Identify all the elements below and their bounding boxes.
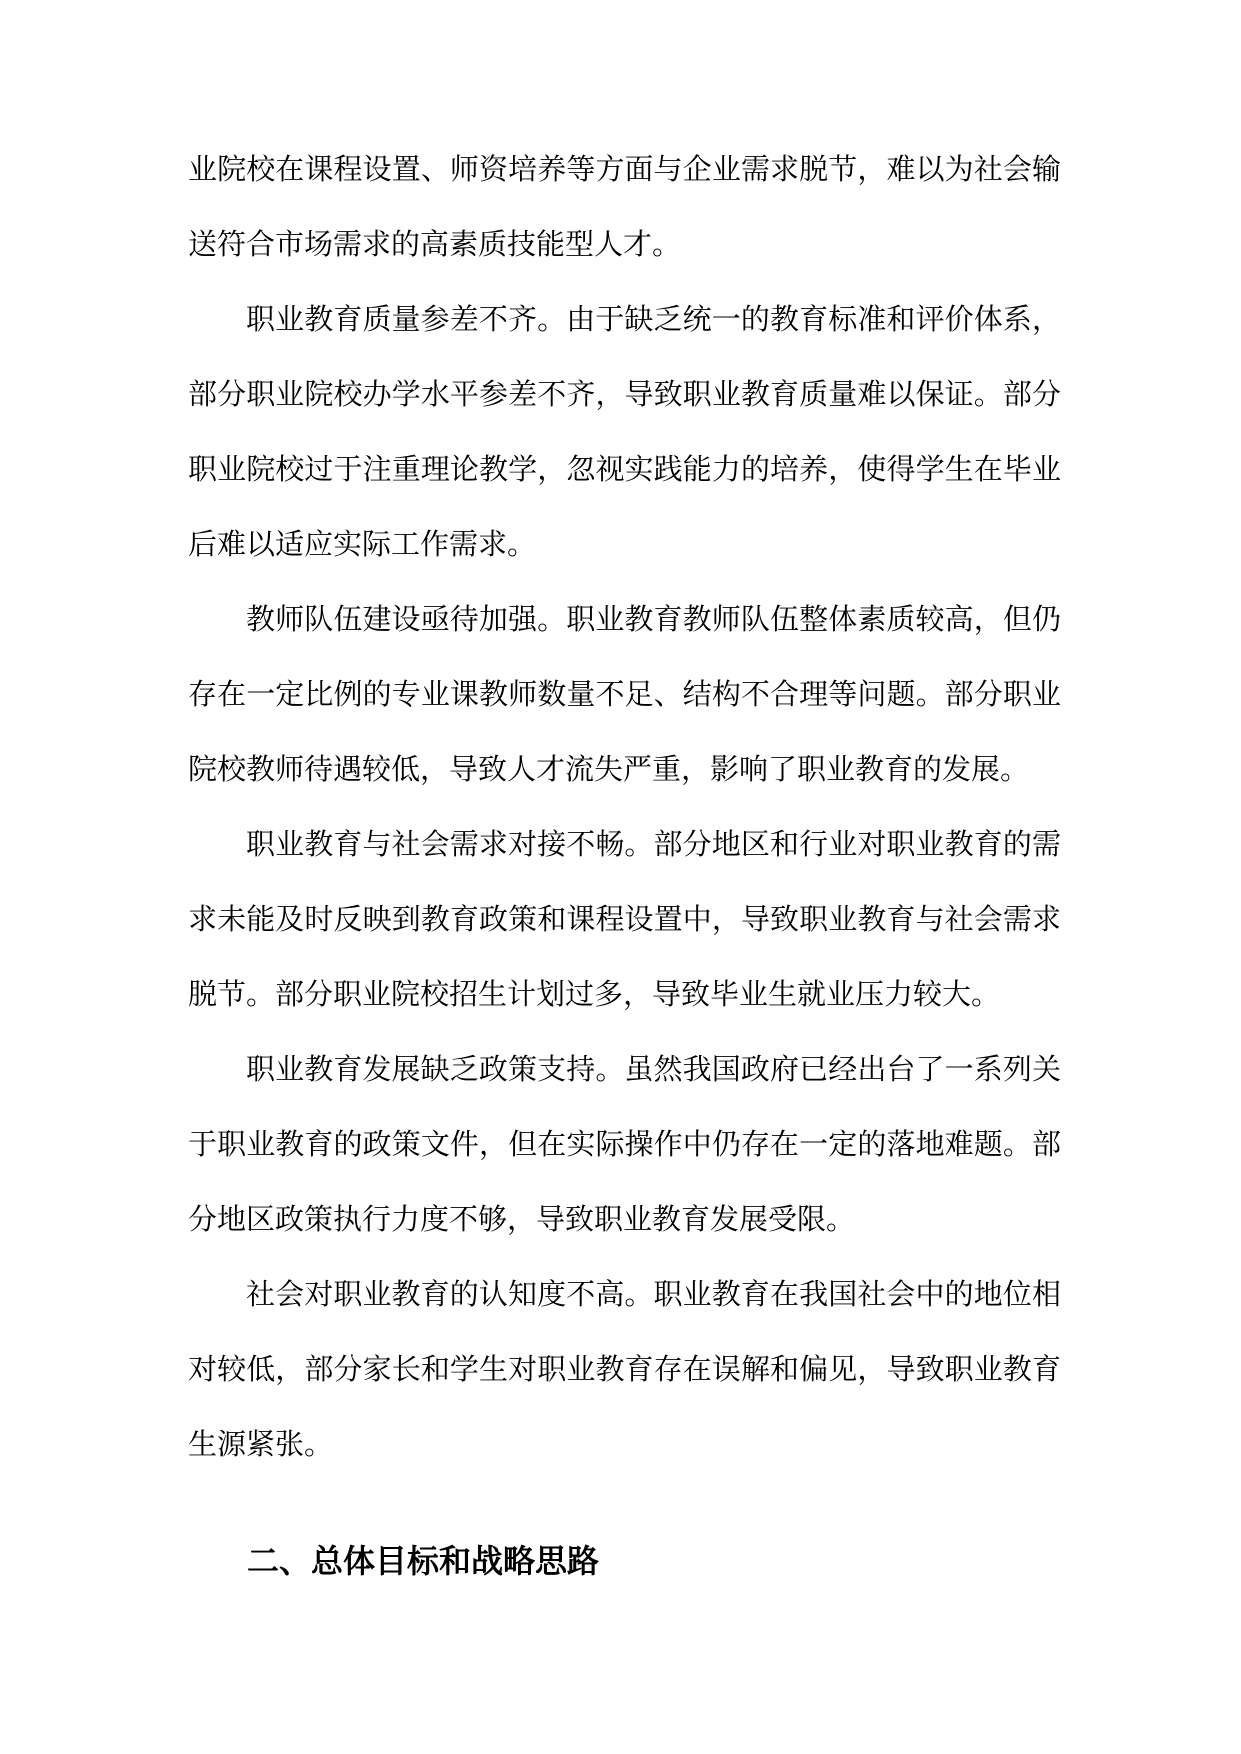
paragraph xyxy=(188,583,1061,808)
text-line: 分地区政策执行力度不够，导致职业教育发展受限。 xyxy=(188,1204,856,1236)
text-line: 于职业教育的政策文件，但在实际操作中仍存在一定的落地难题。部 xyxy=(188,1129,1061,1161)
text-line: 后难以适应实际工作需求。 xyxy=(188,529,537,561)
text-line: 职业院校过于注重理论教学，忽视实践能力的培养，使得学生在毕业 xyxy=(188,454,1061,486)
paragraph xyxy=(188,133,1061,283)
document-body xyxy=(188,133,1061,1599)
text-line: 存在一定比例的专业课教师数量不足、结构不合理等问题。部分职业 xyxy=(188,679,1061,711)
text-line: 社会对职业教育的认知度不高。职业教育在我国社会中的地位相 xyxy=(246,1279,1061,1311)
paragraph xyxy=(188,808,1061,1033)
text-line: 对较低，部分家长和学生对职业教育存在误解和偏见，导致职业教育 xyxy=(188,1354,1061,1386)
text-line: 送符合市场需求的高素质技能型人才。 xyxy=(188,229,682,261)
paragraph xyxy=(188,1258,1061,1483)
text-line: 生源紧张。 xyxy=(188,1429,334,1461)
text-line: 部分职业院校办学水平参差不齐，导致职业教育质量难以保证。部分 xyxy=(188,379,1061,411)
text-line: 职业教育与社会需求对接不畅。部分地区和行业对职业教育的需 xyxy=(246,829,1061,861)
paragraph xyxy=(188,283,1061,583)
text-line: 院校教师待遇较低，导致人才流失严重，影响了职业教育的发展。 xyxy=(188,754,1030,786)
text-line: 教师队伍建设亟待加强。职业教育教师队伍整体素质较高，但仍 xyxy=(246,604,1061,636)
text-line: 职业教育发展缺乏政策支持。虽然我国政府已经出台了一系列关 xyxy=(246,1054,1061,1086)
text-line: 脱节。部分职业院校招生计划过多，导致毕业生就业压力较大。 xyxy=(188,979,1001,1011)
text-line: 业院校在课程设置、师资培养等方面与企业需求脱节，难以为社会输 xyxy=(188,154,1061,186)
section-heading: 二、总体目标和战略思路 xyxy=(247,1543,600,1579)
text-line: 职业教育质量参差不齐。由于缺乏统一的教育标准和评价体系， xyxy=(246,304,1061,336)
text-line: 求未能及时反映到教育政策和课程设置中，导致职业教育与社会需求 xyxy=(188,904,1061,936)
paragraph xyxy=(188,1033,1061,1258)
